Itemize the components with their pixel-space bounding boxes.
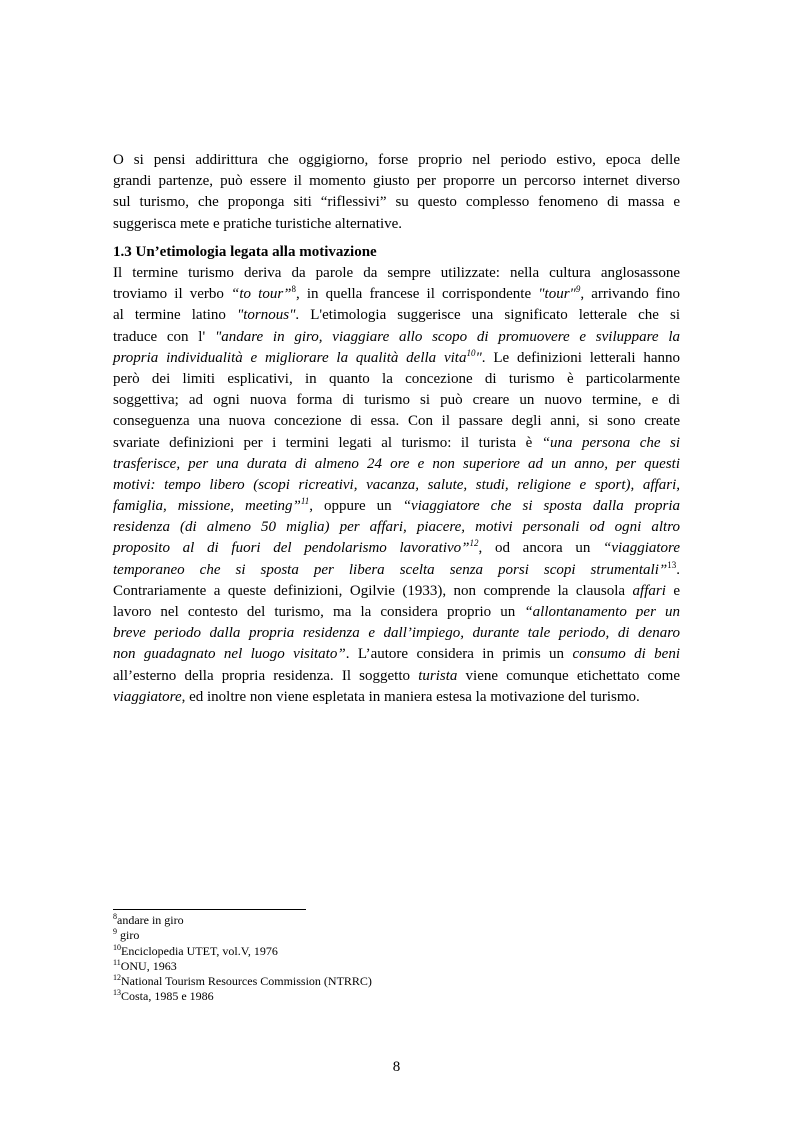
footnote-text: giro <box>117 928 140 943</box>
body-line: traduce con l' "andare in giro, viaggiare allo scopo di promuovere e sviluppare la <box>113 328 680 345</box>
body-paragraph <box>113 263 680 708</box>
body-line: svariate definizioni per i termini legati al turismo: il turista è “una persona che si <box>113 434 680 451</box>
body-line: lavoro nel contesto del turismo, ma la considera proprio un “allontanamento per un <box>113 604 681 620</box>
footnote-number: 13 <box>113 988 121 998</box>
footnote-text: andare in giro <box>117 913 184 927</box>
footnote-number: 11 <box>113 957 121 967</box>
footnote-text: ONU, 1963 <box>120 958 177 973</box>
footnote <box>113 913 513 928</box>
intro-line: grandi partenze, può essere il momento giusto per proporre un percorso internet diverso <box>113 173 680 190</box>
section-heading: 1.3 Un’etimologia legata alla motivazione <box>113 244 377 260</box>
footnote-text: Enciclopedia UTET, vol.V, 1976 <box>121 943 278 958</box>
footnote-number: 8 <box>113 912 117 921</box>
body-line: residenza (di almeno 50 miglia) per affari, piacere, motivi personali od ogni altro <box>113 519 680 536</box>
footnote-number: 9 <box>113 927 117 937</box>
page-number: 8 <box>392 1059 401 1075</box>
body-line: famiglia, missione, meeting”$^{11}$, oppure un “viaggiatore che si sposta dalla propria <box>113 496 681 515</box>
footnote <box>113 944 513 959</box>
body-line: viaggiatore, ed inoltre non viene espletata in maniera estesa la motivazione del turismo. <box>113 688 640 705</box>
body-line: troviamo il verbo “to tour”$^8$, in quella francese il corrispondente "tour"$^9$, arrivando fino <box>113 284 680 303</box>
footnote-separator <box>113 909 306 910</box>
body-line: trasferisce, per una durata di almeno 24 ore e non superiore ad un anno, per questi <box>113 455 680 472</box>
intro-line: suggerisca mete e pratiche turistiche alternative. <box>113 215 403 232</box>
body-line: al termine latino "tornous". L'etimologia suggerisce una significato letterale che si <box>113 307 680 324</box>
body-line: breve periodo dalla propria residenza e dall’impiego, durante tale periodo, di denaro <box>113 625 680 642</box>
footnote-list <box>113 913 513 1005</box>
footnote-text: National Tourism Resources Commission (NTRRC) <box>121 974 372 989</box>
footnote <box>113 974 513 989</box>
body-line: soggettiva; ad ogni nuova forma di turismo si può creare un nuovo termine, e di <box>113 392 680 409</box>
body-line: però dei limiti esplicativi, in quanto la concezione di turismo è particolarmente <box>113 370 680 387</box>
footnote-number: 10 <box>113 942 121 952</box>
body-line: temporaneo che si sposta per libera scelta senza porsi scopi strumentali”$^{13}$. <box>113 559 680 578</box>
body-line: motivi: tempo libero (scopi ricreativi, vacanza, salute, studi, religione e sport), affari, <box>113 476 680 493</box>
body-line: propria individualità e migliorare la qualità della vita$^{10}$". Le definizioni letterali hanno <box>113 347 681 366</box>
body-line: all’esterno della propria residenza. Il soggetto turista viene comunque etichettato come <box>113 667 680 684</box>
footnote <box>113 989 513 1004</box>
body-line: conseguenza una nuova concezione di essa. Con il passare degli anni, si sono create <box>113 413 680 430</box>
intro-line: sul turismo, che proponga siti “riflessivi” su questo complesso fenomeno di massa e <box>113 194 680 211</box>
footnote <box>113 928 513 943</box>
intro-line: O si pensi addirittura che oggigiorno, forse proprio nel periodo estivo, epoca delle <box>113 152 680 168</box>
footnote-text: Costa, 1985 e 1986 <box>121 989 214 1004</box>
body-line: Il termine turismo deriva da parole da sempre utilizzate: nella cultura anglosassone <box>113 265 680 281</box>
body-line: proposito al di fuori del pendolarismo lavorativo”$^{12}$, od ancora un “viaggiatore <box>113 538 680 557</box>
footnote-number: 12 <box>113 973 121 983</box>
footnotes <box>113 909 513 1005</box>
body-line: Contrariamente a queste definizioni, Ogilvie (1933), non comprende la clausola affari e <box>113 582 681 599</box>
footnote <box>113 959 513 974</box>
body-line: non guadagnato nel luogo visitato”. L’autore considera in primis un consumo di beni <box>113 646 681 663</box>
intro-paragraph <box>113 150 680 235</box>
